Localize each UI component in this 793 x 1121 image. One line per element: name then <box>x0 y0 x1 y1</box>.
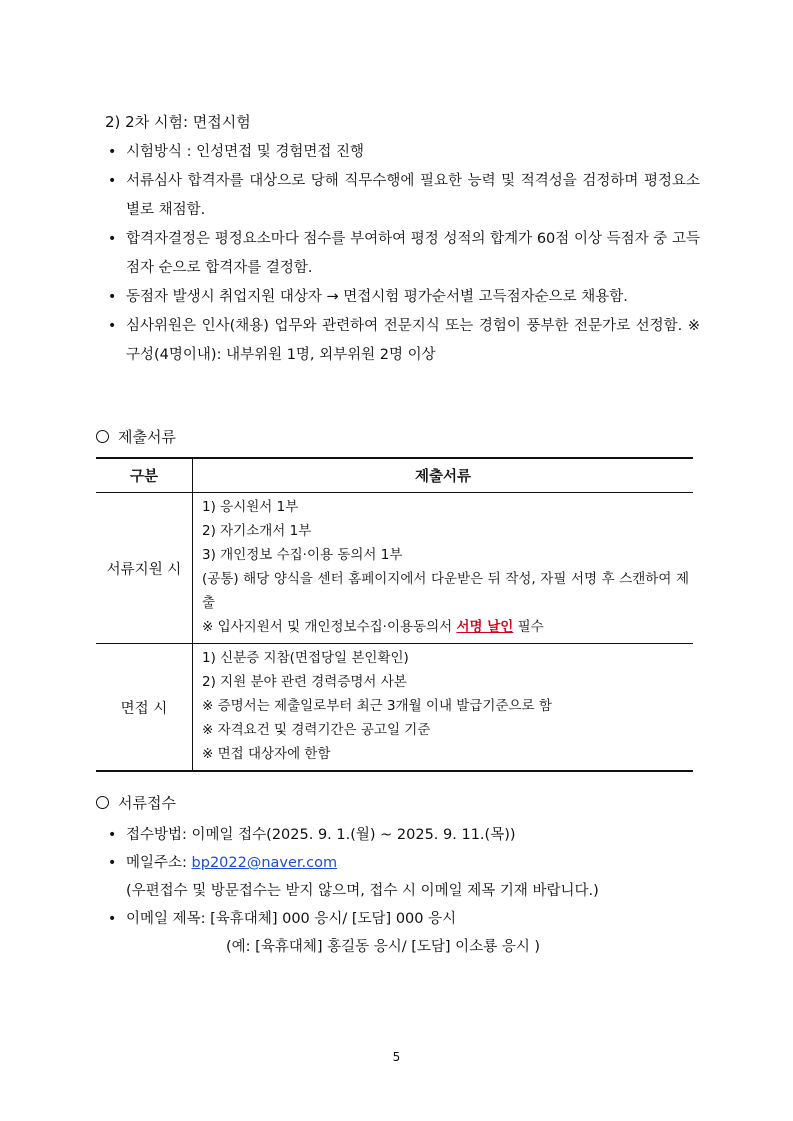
bullet-icon: • <box>108 173 117 189</box>
list-item: • 심사위원은 인사(채용) 업무와 관련하여 전문지식 또는 경험이 풍부한 전문가로 선정함. ※ 구성(4명이내): 내부위원 1명, 외부위원 2명 이상 <box>108 312 700 370</box>
email-link[interactable]: bp2022@naver.com <box>191 855 338 871</box>
row-documents <box>193 644 694 772</box>
list-item: • 합격자결정은 평정요소마다 점수를 부여하여 평정 성적의 합계가 60점 이상 득점자 중 고득점자 순으로 합격자를 결정함. <box>108 225 700 283</box>
bullet-icon: • <box>108 855 117 871</box>
bullet-icon: • <box>108 289 117 305</box>
table-row <box>96 493 693 644</box>
list-item <box>108 933 700 961</box>
page-number: 5 <box>392 1050 401 1064</box>
document-line: ※ 자격요건 및 경력기간은 공고일 기준 <box>202 722 431 738</box>
document-line: ※ 증명서는 제출일로부터 최근 3개월 이내 발급기준으로 함 <box>202 698 552 714</box>
table-row <box>96 644 693 772</box>
reception-heading: 서류접수 <box>96 792 176 813</box>
circle-bullet-icon <box>96 796 109 809</box>
list-item: • 서류심사 합격자를 대상으로 당해 직무수행에 필요한 능력 및 적격성을 검정하며 평정요소별로 채점함. <box>108 167 700 225</box>
list-item: • 동점자 발생시 취업지원 대상자 → 면접시험 평가순서별 고득점자순으로 채용함. <box>108 283 700 312</box>
document-line: 3) 개인정보 수집·이용 동의서 1부 <box>202 547 403 563</box>
table-header-category: 구분 <box>96 458 193 493</box>
document-line: 2) 지원 분야 관련 경력증명서 사본 <box>202 674 407 690</box>
documents-table <box>96 457 693 772</box>
document-line: 1) 응시원서 1부 <box>202 499 299 515</box>
list-item: • 접수방법: 이메일 접수(2025. 9. 1.(월) ~ 2025. 9. 11.(목)) <box>108 821 700 849</box>
reception-bullet-list <box>108 821 700 961</box>
list-item: • 이메일 제목: [육휴대체] 000 응시/ [도담] 000 응시 <box>108 905 700 933</box>
bullet-icon: • <box>108 231 117 247</box>
table-header-row <box>96 458 693 493</box>
row-category: 서류지원 시 <box>96 493 193 644</box>
bullet-icon: • <box>108 827 117 843</box>
list-item: • 시험방식 : 인성면접 및 경험면접 진행 <box>108 138 700 167</box>
circle-bullet-icon <box>96 430 109 443</box>
mail-note: (우편접수 및 방문접수는 받지 않으며, 접수 시 이메일 제목 기재 바랍니다.) <box>126 883 599 899</box>
subject-example: (예: [육휴대체] 홍길동 응시/ [도담] 이소룡 응시 ) <box>226 939 541 955</box>
documents-heading: 제출서류 <box>96 426 176 447</box>
document-line: 1) 신분증 지참(면접당일 본인확인) <box>202 650 409 666</box>
section-title-interview: 2) 2차 시험: 면접시험 <box>105 113 251 131</box>
document-line: ※ 면접 대상자에 한함 <box>202 746 331 762</box>
list-item <box>108 877 700 905</box>
row-category: 면접 시 <box>96 644 193 772</box>
list-item: • 메일주소: bp2022@naver.com <box>108 849 700 877</box>
signature-highlight: 서명 날인 <box>456 619 514 635</box>
interview-bullet-list <box>108 138 700 370</box>
document-line: (공통) 해당 양식을 센터 홈페이지에서 다운받은 뒤 작성, 자필 서명 후 스캔하여 제출 <box>202 571 689 611</box>
signature-note: ※ 입사지원서 및 개인정보수집·이용동의서 서명 날인 필수 <box>202 619 544 635</box>
document-line: 2) 자기소개서 1부 <box>202 523 312 539</box>
table-header-documents: 제출서류 <box>193 458 694 493</box>
bullet-icon: • <box>108 144 117 160</box>
row-documents <box>193 493 694 644</box>
bullet-icon: • <box>108 911 117 927</box>
bullet-icon: • <box>108 318 117 334</box>
